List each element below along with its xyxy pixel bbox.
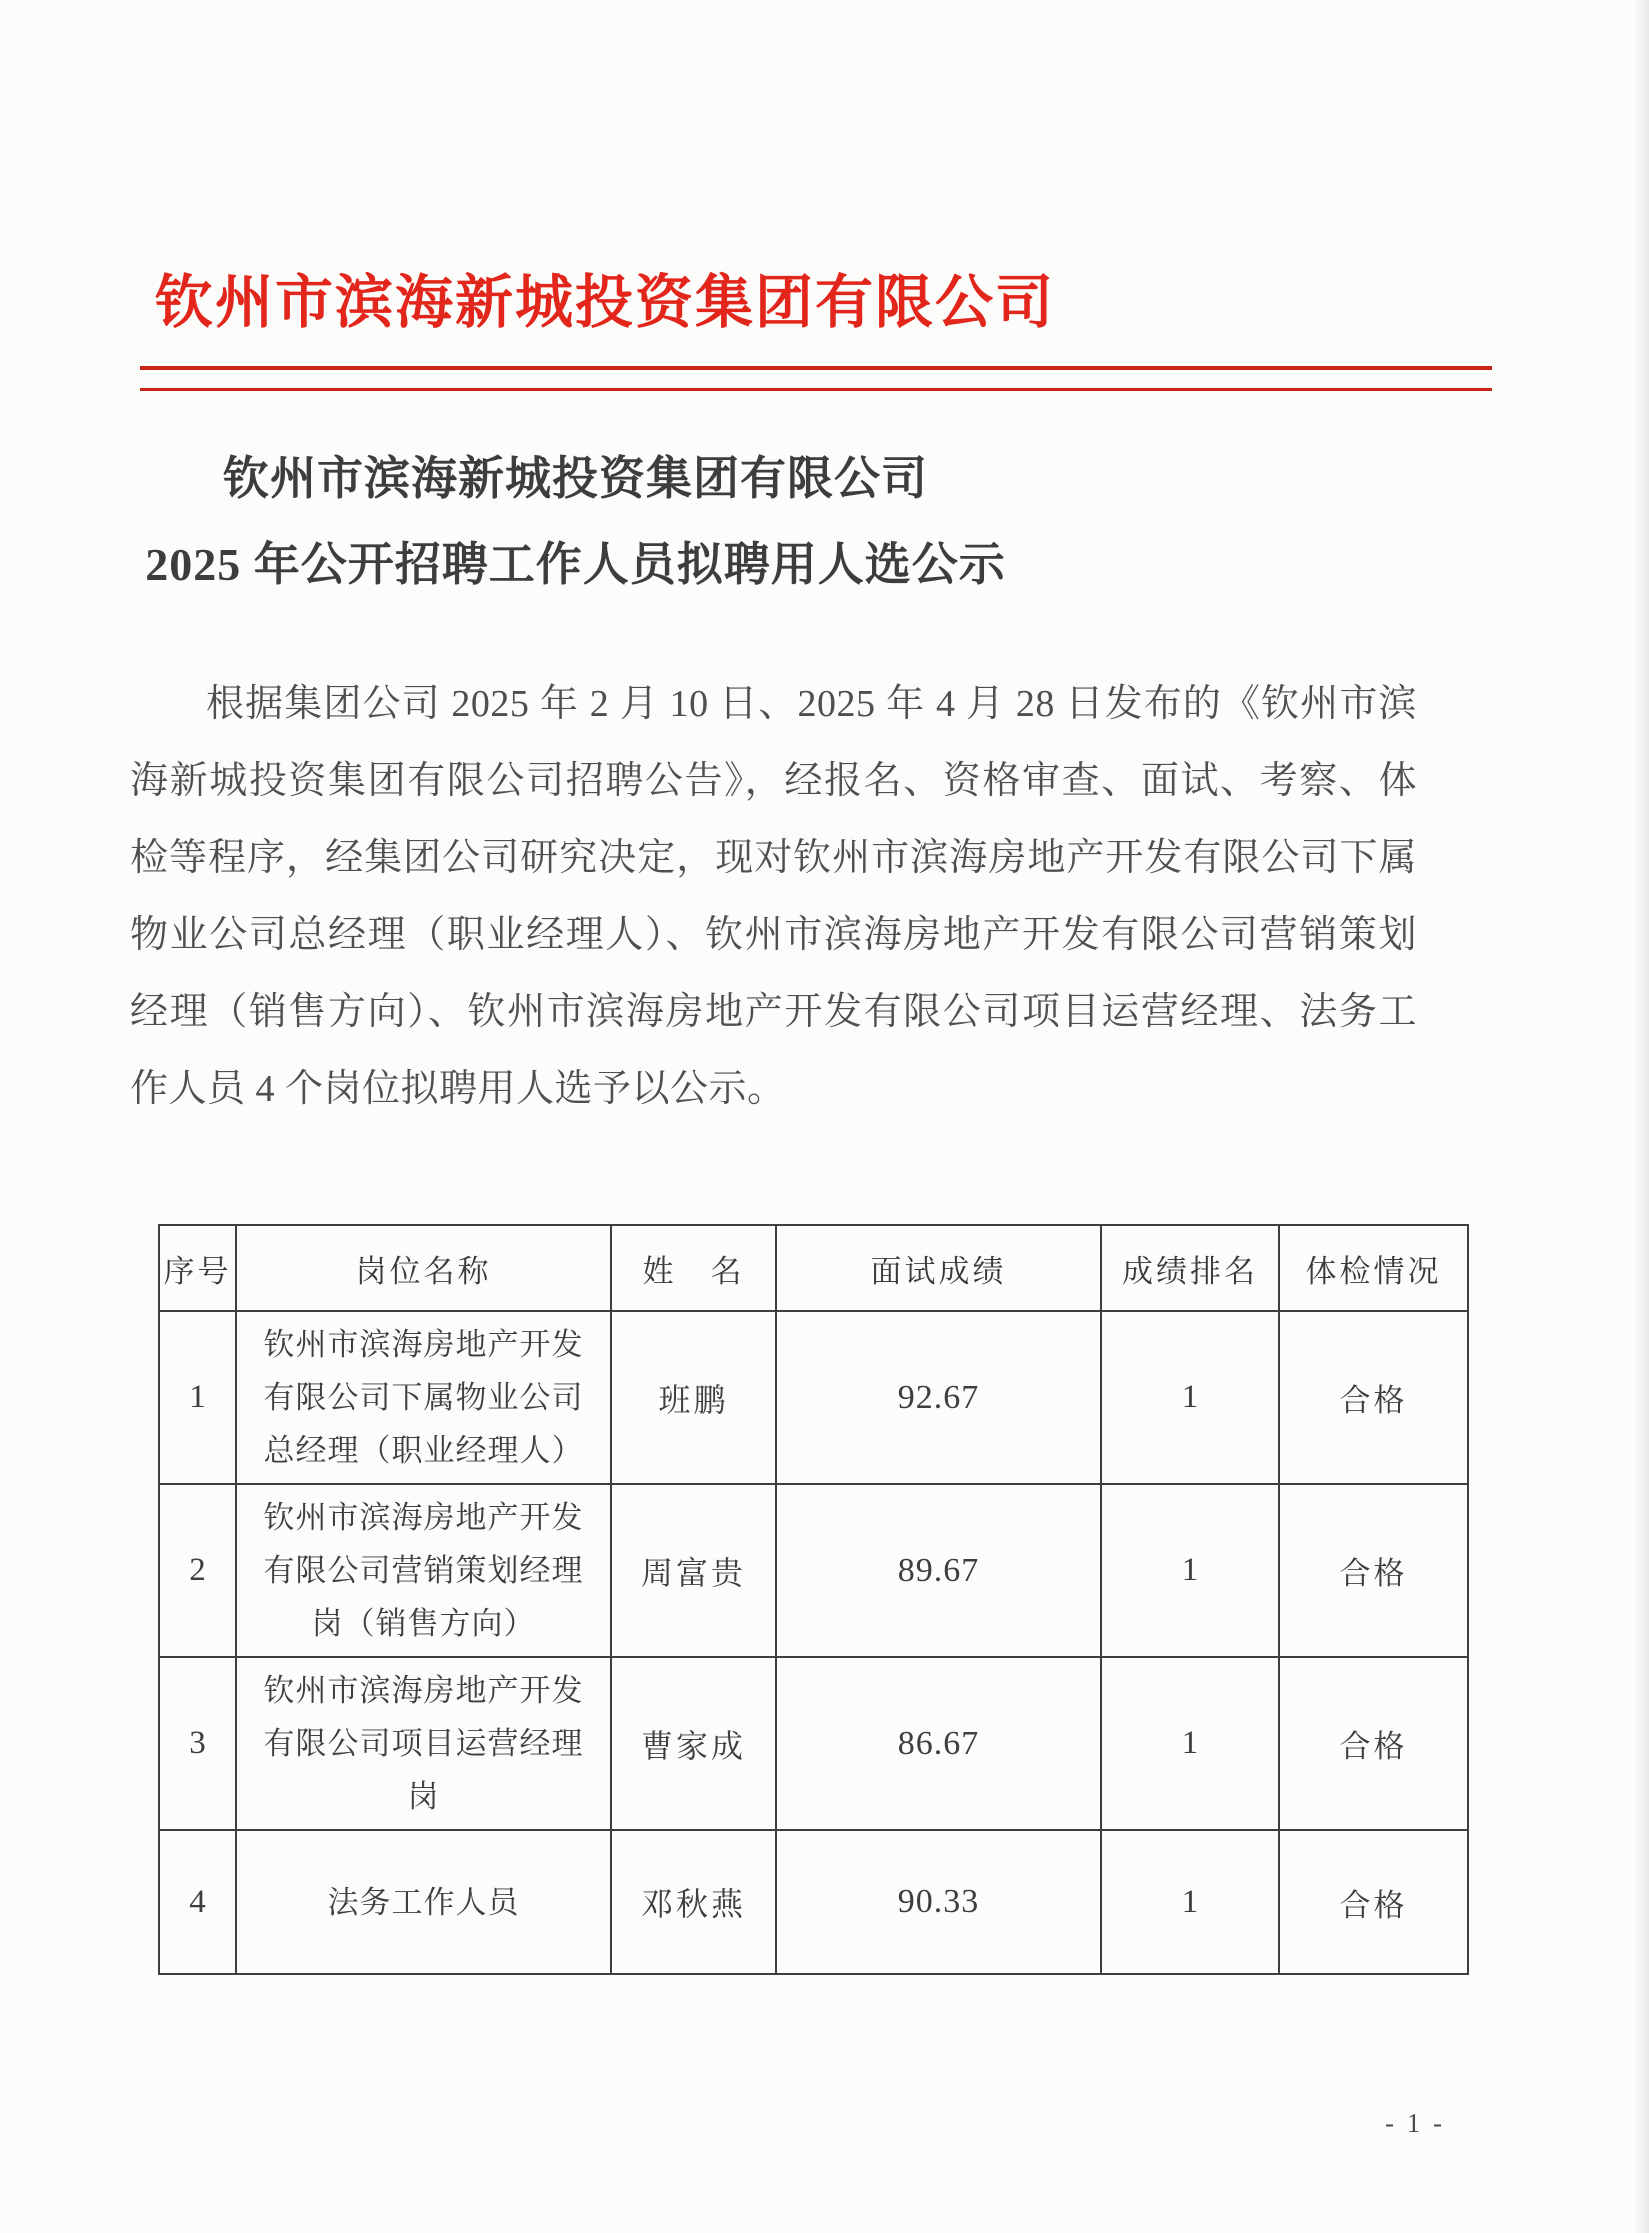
interview-score-cell: 90.33: [776, 1830, 1101, 1974]
interview-score-cell: 86.67: [776, 1657, 1101, 1830]
header-position-name: 岗位名称: [236, 1225, 611, 1311]
candidate-name-cell: 邓秋燕: [611, 1830, 776, 1974]
table-row: [159, 1311, 1468, 1484]
table-header-row: [159, 1225, 1468, 1311]
position-name-cell: 钦州市滨海房地产开发有限公司下属物业公司总经理（职业经理人）: [236, 1311, 611, 1484]
header-serial-number: 序号: [159, 1225, 236, 1311]
document-title: [123, 436, 1028, 608]
score-rank-cell: 1: [1101, 1484, 1279, 1657]
physical-exam-cell: 合格: [1279, 1657, 1468, 1830]
page-number: - 1 -: [1385, 2108, 1445, 2138]
letterhead-rule-top: [140, 366, 1492, 370]
score-rank-cell: 1: [1101, 1830, 1279, 1974]
letterhead-rule-bottom: [140, 388, 1492, 391]
serial-number-cell: 4: [159, 1830, 236, 1974]
score-rank-cell: 1: [1101, 1311, 1279, 1484]
position-name-cell: 钦州市滨海房地产开发有限公司营销策划经理岗（销售方向）: [236, 1484, 611, 1657]
table-row: [159, 1830, 1468, 1974]
letterhead-title: 钦州市滨海新城投资集团有限公司: [155, 270, 1056, 335]
position-name-cell: 法务工作人员: [236, 1830, 611, 1974]
score-rank-cell: 1: [1101, 1657, 1279, 1830]
header-score-rank: 成绩排名: [1101, 1225, 1279, 1311]
physical-exam-cell: 合格: [1279, 1484, 1468, 1657]
physical-exam-cell: 合格: [1279, 1830, 1468, 1974]
candidate-name-cell: 班鹏: [611, 1311, 776, 1484]
document-title-line-1: 钦州市滨海新城投资集团有限公司: [223, 453, 928, 504]
candidate-name-cell: 周富贵: [611, 1484, 776, 1657]
physical-exam-cell: 合格: [1279, 1311, 1468, 1484]
header-candidate-name: 姓 名: [611, 1225, 776, 1311]
interview-score-cell: 89.67: [776, 1484, 1101, 1657]
table-row: [159, 1657, 1468, 1830]
header-interview-score: 面试成绩: [776, 1225, 1101, 1311]
recruitment-results-table: [158, 1224, 1469, 1975]
scan-edge-shadow: [1633, 0, 1649, 2233]
serial-number-cell: 2: [159, 1484, 236, 1657]
candidate-name-cell: 曹家成: [611, 1657, 776, 1830]
interview-score-cell: 92.67: [776, 1311, 1101, 1484]
body-paragraph: 根据集团公司 2025 年 2 月 10 日、2025 年 4 月 28 日发布的《钦州市滨海新城投资集团有限公司招聘公告》，经报名、资格审查、面试、考察、体检等程序，经集团公司研究决定，现对钦州市滨海房地产开发有限公司下属物业公司总经理（职业经理人）、钦州市滨海房地产开发有限公司营销策划经理（销售方向）、钦州市滨海房地产开发有限公司项目运营经理、法务工作人员 4 个岗位拟聘用人选予以公示。: [130, 683, 1417, 1110]
header-physical-exam: 体检情况: [1279, 1225, 1468, 1311]
document-title-line-2: 2025 年公开招聘工作人员拟聘用人选公示: [145, 539, 1006, 590]
serial-number-cell: 1: [159, 1311, 236, 1484]
position-name-cell: 钦州市滨海房地产开发有限公司项目运营经理岗: [236, 1657, 611, 1830]
table-row: [159, 1484, 1468, 1657]
serial-number-cell: 3: [159, 1657, 236, 1830]
